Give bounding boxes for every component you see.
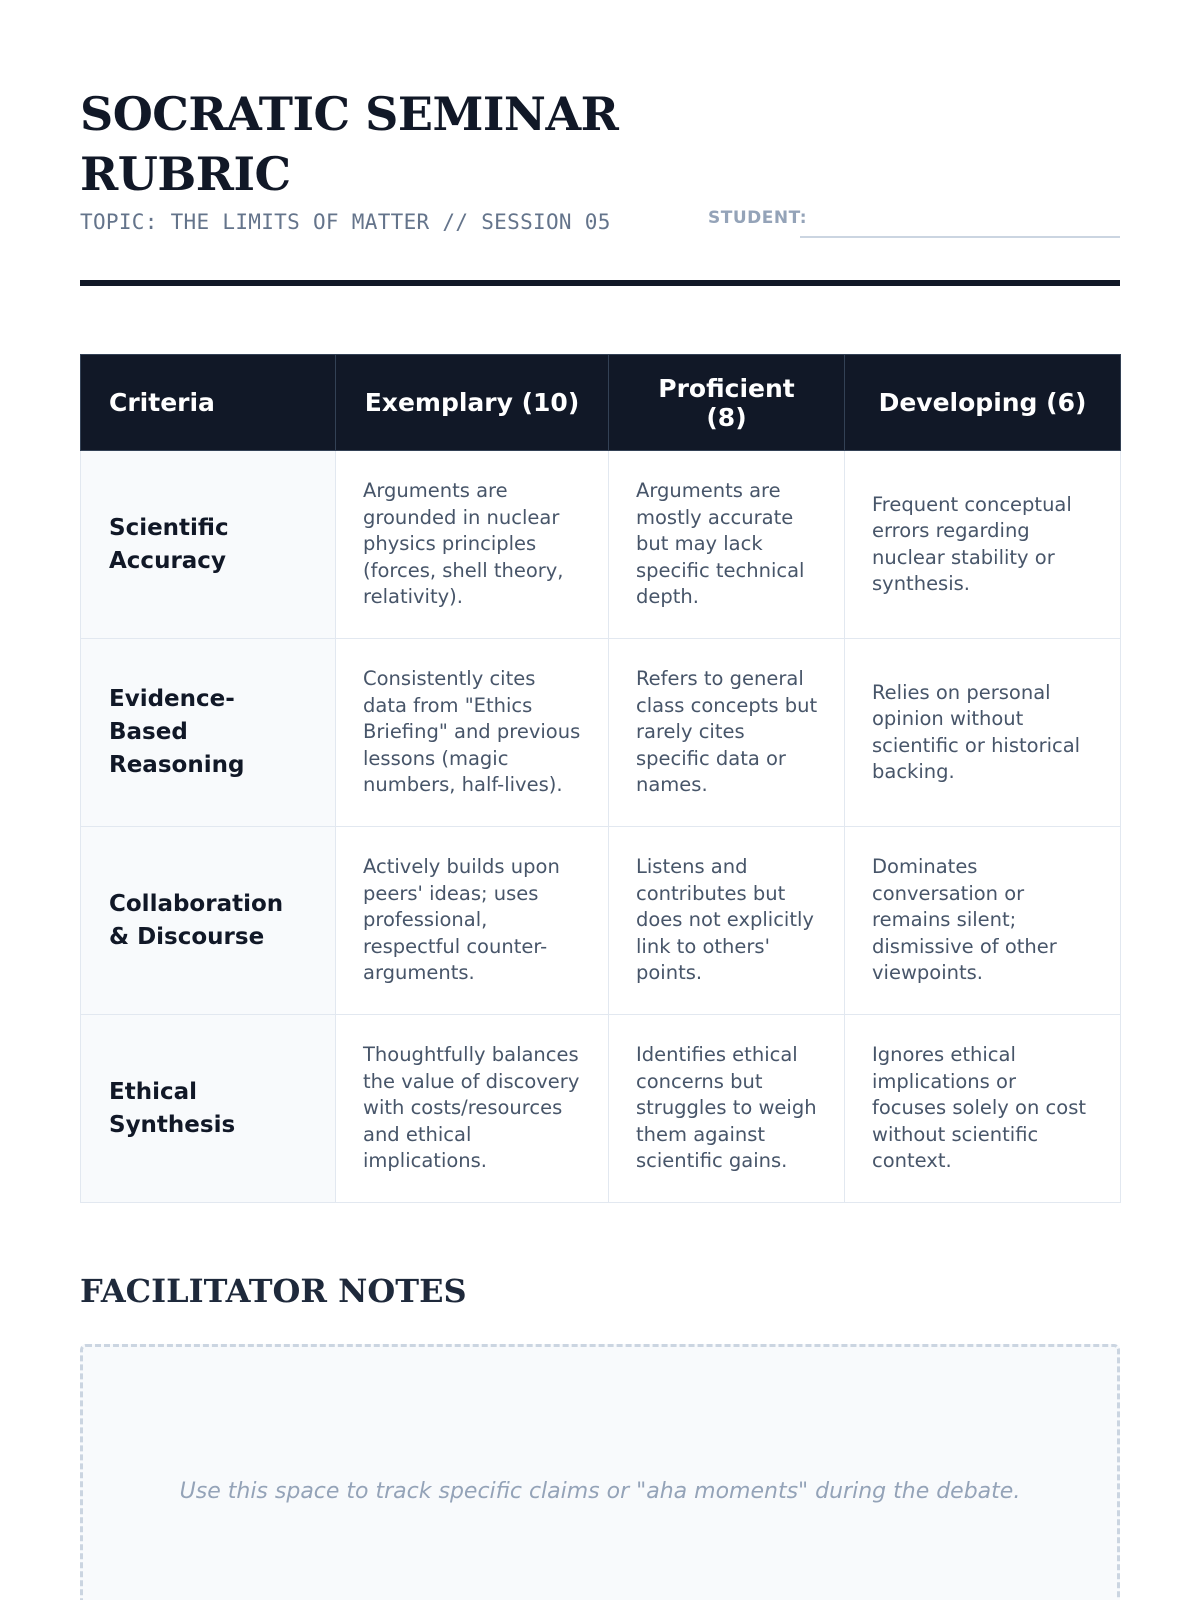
rubric-table: [80, 354, 1121, 1203]
table-row: [81, 827, 1121, 1015]
proficient-cell: Arguments are mostly accurate but may lack specific technical depth.: [609, 451, 845, 639]
proficient-cell: Identifies ethical concerns but struggles to weigh them against scientific gains.: [609, 1015, 845, 1203]
header-divider: [80, 280, 1120, 286]
proficient-cell: Listens and contributes but does not explicitly link to others' points.: [609, 827, 845, 1015]
student-label: STUDENT:: [708, 208, 808, 228]
student-name-field[interactable]: [800, 236, 1120, 238]
developing-cell: Relies on personal opinion without scientific or historical backing.: [845, 639, 1121, 827]
exemplary-cell: Thoughtfully balances the value of discovery with costs/resources and ethical implications.: [336, 1015, 609, 1203]
meta-row: [80, 206, 1120, 242]
table-row: [81, 451, 1121, 639]
criterion-cell: Evidence-Based Reasoning: [81, 639, 336, 827]
facilitator-notes-area[interactable]: [80, 1344, 1120, 1600]
criterion-cell: Scientific Accuracy: [81, 451, 336, 639]
column-header-proficient: Proficient (8): [609, 355, 845, 451]
column-header-criteria: Criteria: [81, 355, 336, 451]
table-row: [81, 1015, 1121, 1203]
column-header-developing: Developing (6): [845, 355, 1121, 451]
criterion-cell: Collaboration & Discourse: [81, 827, 336, 1015]
developing-cell: Dominates conversation or remains silent; dismissive of other viewpoints.: [845, 827, 1121, 1015]
topic-label: TOPIC: THE LIMITS OF MATTER // SESSION 05: [80, 210, 611, 234]
table-row: [81, 639, 1121, 827]
exemplary-cell: Consistently cites data from "Ethics Briefing" and previous lessons (magic numbers, half-lives).: [336, 639, 609, 827]
notes-title: FACILITATOR NOTES: [80, 1272, 467, 1310]
rubric-header-row: [81, 355, 1121, 451]
developing-cell: Frequent conceptual errors regarding nuclear stability or synthesis.: [845, 451, 1121, 639]
notes-placeholder: Use this space to track specific claims or "aha moments" during the debate.: [179, 1479, 1021, 1504]
exemplary-cell: Arguments are grounded in nuclear physics principles (forces, shell theory, relativity).: [336, 451, 609, 639]
criterion-cell: Ethical Synthesis: [81, 1015, 336, 1203]
column-header-exemplary: Exemplary (10): [336, 355, 609, 451]
exemplary-cell: Actively builds upon peers' ideas; uses professional, respectful counter-arguments.: [336, 827, 609, 1015]
developing-cell: Ignores ethical implications or focuses solely on cost without scientific context.: [845, 1015, 1121, 1203]
proficient-cell: Refers to general class concepts but rarely cites specific data or names.: [609, 639, 845, 827]
page-title: SOCRATIC SEMINAR RUBRIC: [80, 87, 619, 201]
